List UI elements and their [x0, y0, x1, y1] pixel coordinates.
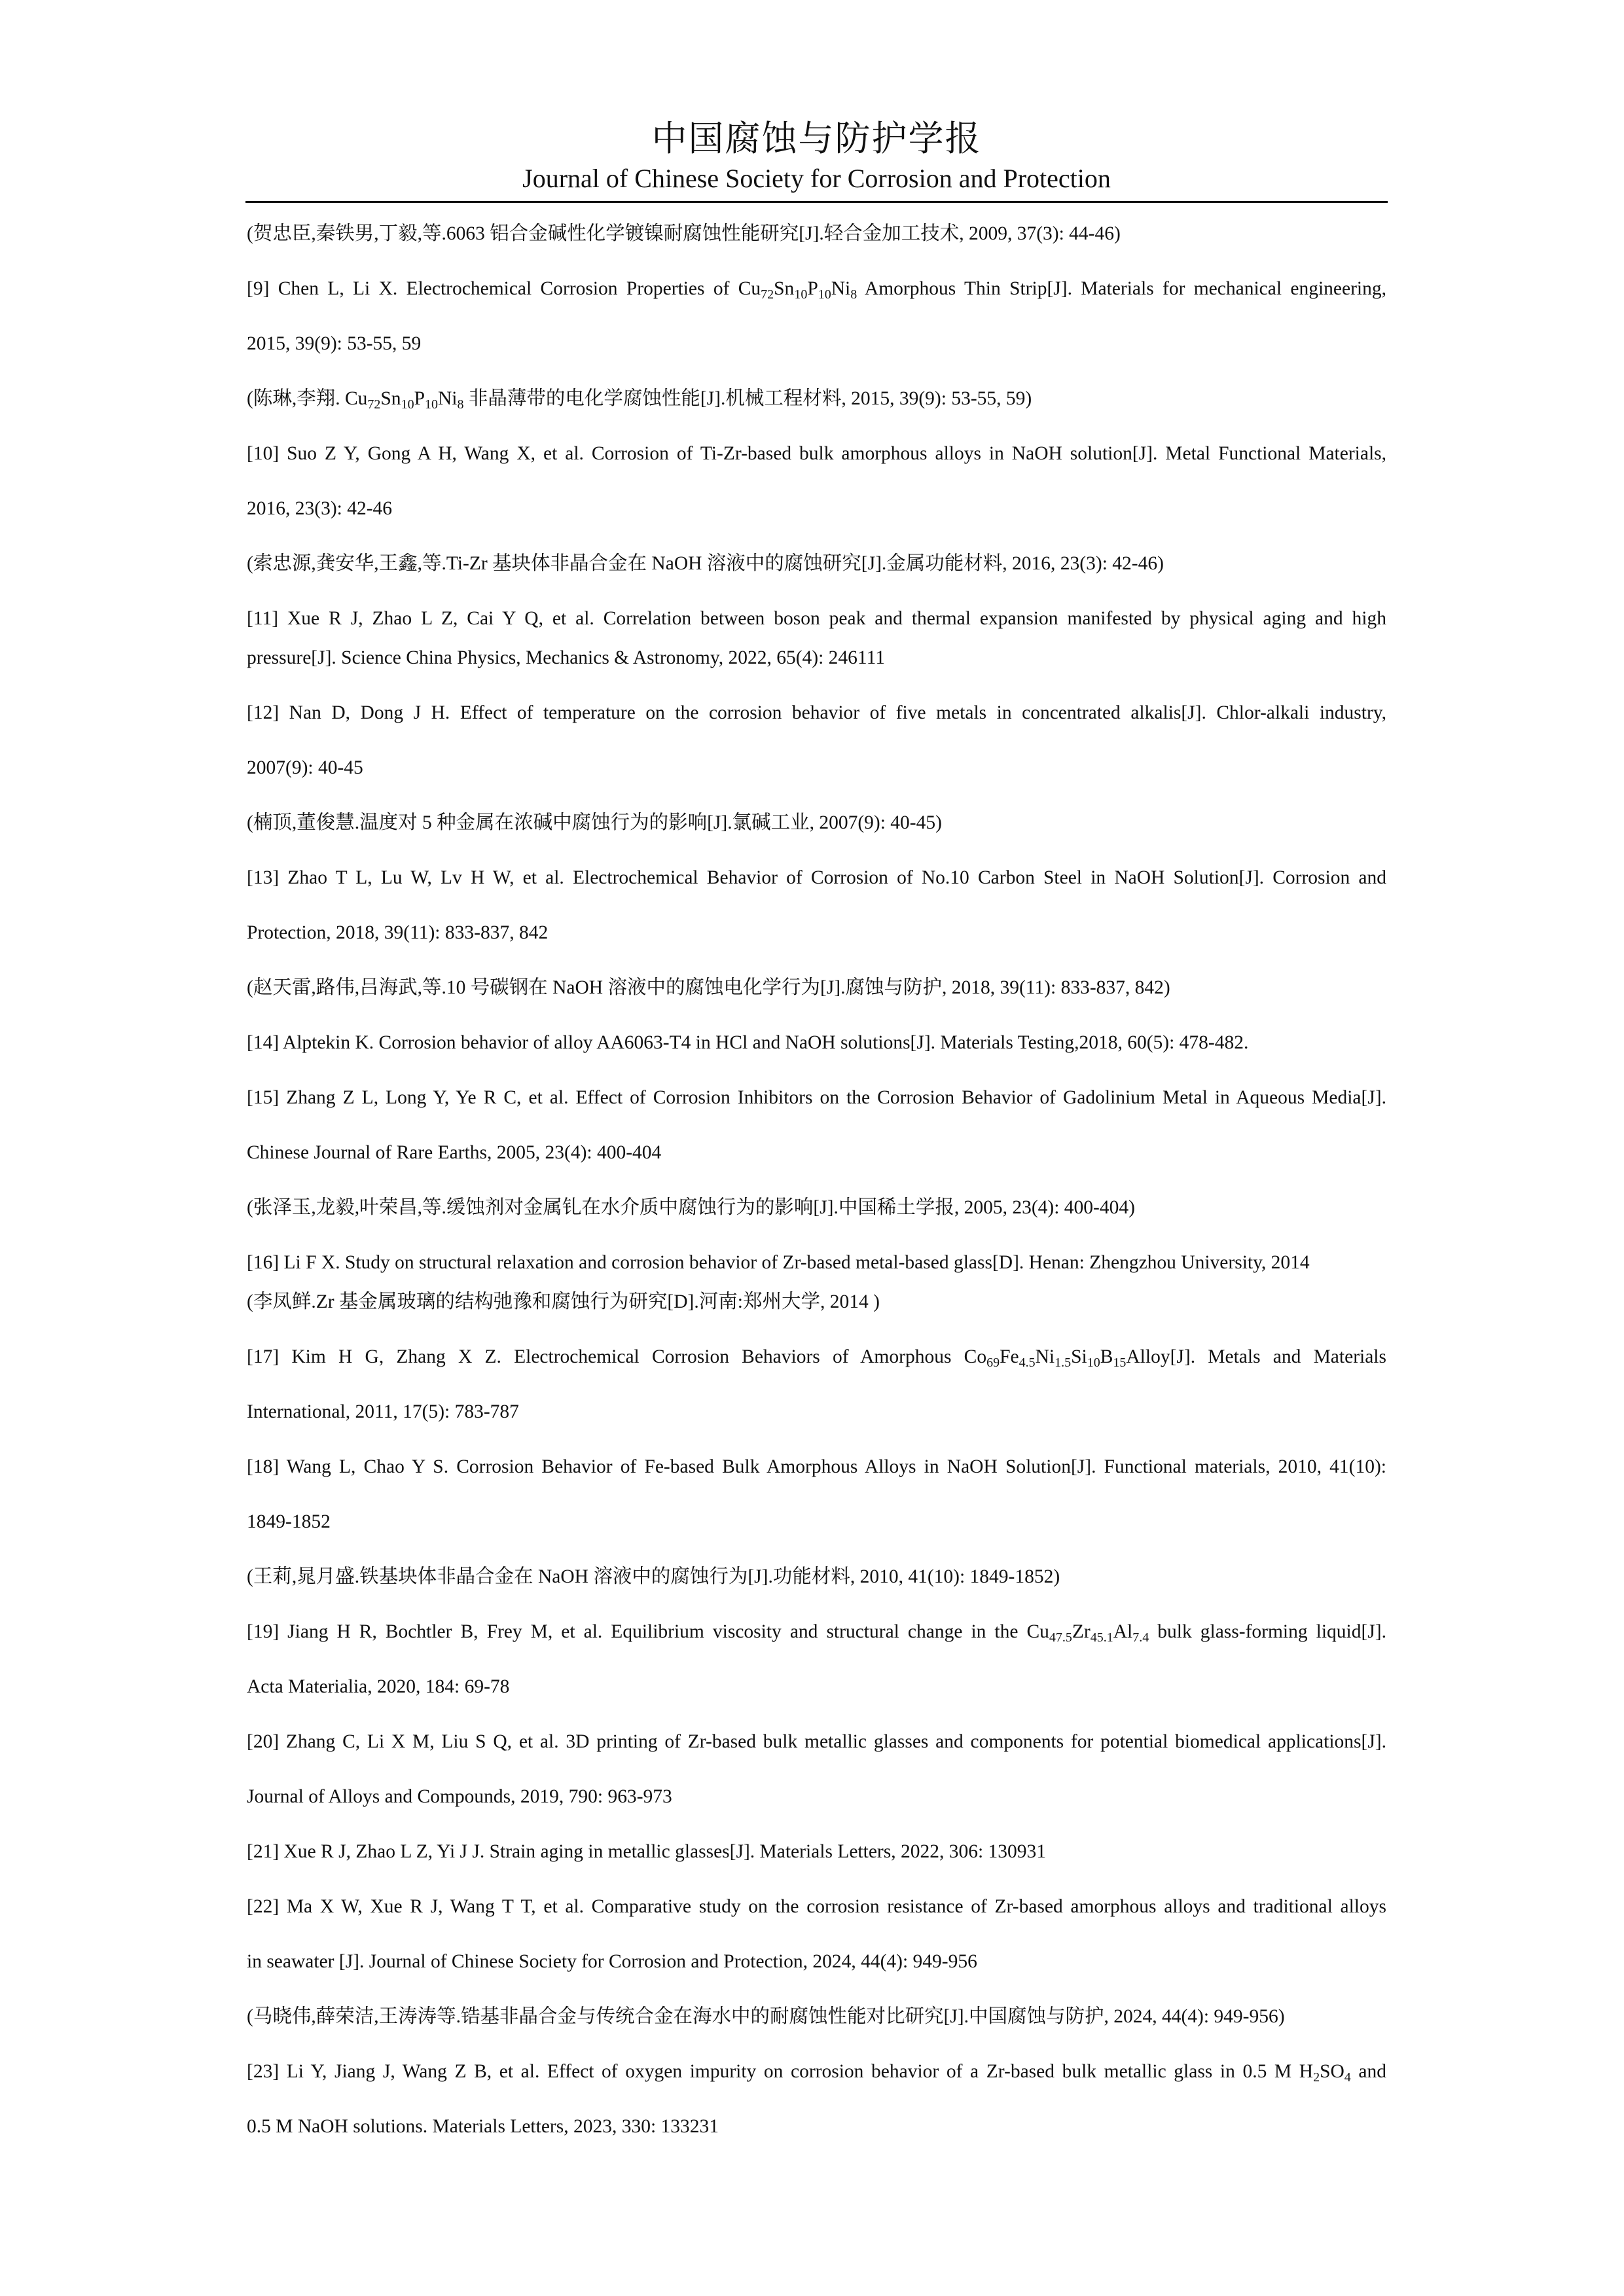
- reference-text: P: [807, 278, 818, 299]
- reference-text: Zr: [1072, 1621, 1091, 1642]
- reference-text: (张泽玉,龙毅,叶荣昌,等.缓蚀剂对金属钆在水介质中腐蚀行为的影响[J].中国稀土学报, 2005, 23(4): 400-404): [247, 1197, 1135, 1218]
- reference-line: [247, 550, 1386, 577]
- subscript: 1.5: [1055, 1355, 1072, 1370]
- reference-text: [19] Jiang H R, Bochtler B, Frey M, et al. Equilibrium viscosity and structural change in the Cu: [247, 1621, 1049, 1642]
- reference-list: [247, 220, 1386, 2168]
- reference-text: and: [1350, 2061, 1386, 2082]
- reference-text: [16] Li F X. Study on structural relaxation and corrosion behavior of Zr-based metal-based glass[D]. Henan: Zhengzhou University, 2014: [247, 1252, 1310, 1273]
- reference-text: 1849-1852: [247, 1511, 331, 1532]
- reference-text: bulk glass-forming liquid[J].: [1149, 1621, 1386, 1642]
- reference-line: [247, 1728, 1386, 1755]
- subscript: 8: [850, 287, 857, 302]
- reference-text: 0.5 M NaOH solutions. Materials Letters, 2023, 330: 133231: [247, 2116, 719, 2137]
- reference-text: Acta Materialia, 2020, 184: 69-78: [247, 1676, 510, 1697]
- reference-text: [20] Zhang C, Li X M, Liu S Q, et al. 3D printing of Zr-based bulk metallic glasses and components for potential biomedical applications[J].: [247, 1731, 1386, 1752]
- reference-text: (王莉,晁月盛.铁基块体非晶合金在 NaOH 溶液中的腐蚀行为[J].功能材料, 2010, 41(10): 1849-1852): [247, 1566, 1060, 1587]
- reference-text: [22] Ma X W, Xue R J, Wang T T, et al. Comparative study on the corrosion resistance of Zr-based amorphous alloys and traditional alloys: [247, 1896, 1386, 1917]
- reference-text: [18] Wang L, Chao Y S. Corrosion Behavior of Fe-based Bulk Amorphous Alloys in NaOH Solution[J]. Functional materials, 2010, 41(10):: [247, 1456, 1386, 1477]
- reference-line: [247, 495, 1386, 522]
- reference-text: [9] Chen L, Li X. Electrochemical Corrosion Properties of Cu: [247, 278, 761, 299]
- reference-line: [247, 275, 1386, 302]
- subscript: 2: [1313, 2070, 1320, 2085]
- reference-text: Chinese Journal of Rare Earths, 2005, 23(4): 400-404: [247, 1142, 662, 1163]
- header-rule: [245, 201, 1388, 203]
- reference-text: 2007(9): 40-45: [247, 757, 363, 778]
- reference-text: [17] Kim H G, Zhang X Z. Electrochemical Corrosion Behaviors of Amorphous Co: [247, 1346, 987, 1367]
- subscript: 10: [794, 287, 808, 302]
- reference-line: [247, 2003, 1386, 2030]
- reference-text: B: [1100, 1346, 1113, 1367]
- reference-text: Al: [1113, 1621, 1133, 1642]
- subscript: 7.4: [1132, 1630, 1149, 1645]
- reference-text: (索忠源,龚安华,王鑫,等.Ti-Zr 基块体非晶合金在 NaOH 溶液中的腐蚀研究[J].金属功能材料, 2016, 23(3): 42-46): [247, 553, 1164, 574]
- page-header: [245, 115, 1388, 195]
- reference-line: [247, 1453, 1386, 1480]
- reference-line: [247, 699, 1386, 726]
- reference-line: [247, 1838, 1386, 1865]
- reference-line: [247, 1084, 1386, 1111]
- reference-text: Fe: [1000, 1346, 1019, 1367]
- reference-line: [247, 1194, 1386, 1221]
- reference-text: Alloy[J]. Metals and Materials: [1126, 1346, 1386, 1367]
- reference-text: P: [414, 388, 425, 409]
- reference-line: [247, 1508, 1386, 1535]
- reference-text: Amorphous Thin Strip[J]. Materials for mechanical engineering,: [857, 278, 1386, 299]
- journal-title-chinese: 中国腐蚀与防护学报: [651, 118, 982, 159]
- reference-line: [247, 1618, 1386, 1645]
- reference-text: (赵天雷,路伟,吕海武,等.10 号碳钢在 NaOH 溶液中的腐蚀电化学行为[J].腐蚀与防护, 2018, 39(11): 833-837, 842): [247, 977, 1170, 998]
- reference-text: Journal of Alloys and Compounds, 2019, 790: 963-973: [247, 1786, 672, 1807]
- reference-line: [247, 1948, 1386, 1975]
- reference-text: (陈琳,李翔. Cu: [247, 388, 368, 409]
- reference-line: [247, 2113, 1386, 2140]
- subscript: 72: [367, 397, 381, 412]
- reference-line: [247, 605, 1386, 632]
- reference-text: Sn: [774, 278, 795, 299]
- reference-line: [247, 919, 1386, 946]
- reference-line: [247, 1343, 1386, 1371]
- reference-line: [247, 1139, 1386, 1166]
- reference-text: [10] Suo Z Y, Gong A H, Wang X, et al. Corrosion of Ti-Zr-based bulk amorphous alloys in NaOH solution[J]. Metal Functional Materials,: [247, 443, 1386, 464]
- reference-text: (贺忠臣,秦铁男,丁毅,等.6063 铝合金碱性化学镀镍耐腐蚀性能研究[J].轻合金加工技术, 2009, 37(3): 44-46): [247, 223, 1121, 244]
- reference-line: [247, 2058, 1386, 2085]
- reference-line: [247, 809, 1386, 836]
- reference-text: Protection, 2018, 39(11): 833-837, 842: [247, 922, 549, 943]
- subscript: 4.5: [1019, 1355, 1036, 1370]
- reference-text: Sn: [380, 388, 401, 409]
- reference-text: pressure[J]. Science China Physics, Mechanics & Astronomy, 2022, 65(4): 246111: [247, 647, 885, 668]
- subscript: 47.5: [1049, 1630, 1072, 1645]
- subscript: 10: [401, 397, 414, 412]
- reference-line: [247, 1029, 1386, 1056]
- journal-title-english: Journal of Chinese Society for Corrosion and Protection: [522, 164, 1111, 193]
- reference-line: [247, 1249, 1386, 1276]
- reference-text: [14] Alptekin K. Corrosion behavior of alloy AA6063-T4 in HCl and NaOH solutions[J]. Materials Testing,2018, 60(5): 478-482.: [247, 1032, 1249, 1053]
- subscript: 10: [424, 397, 438, 412]
- reference-text: [11] Xue R J, Zhao L Z, Cai Y Q, et al. Correlation between boson peak and thermal expansion manifested by physical aging and high: [247, 608, 1386, 629]
- reference-text: [12] Nan D, Dong J H. Effect of temperature on the corrosion behavior of five metals in concentrated alkalis[J]. Chlor-alkali industry,: [247, 702, 1386, 723]
- reference-text: [15] Zhang Z L, Long Y, Ye R C, et al. Effect of Corrosion Inhibitors on the Corrosion Behavior of Gadolinium Metal in Aqueous Media[J].: [247, 1087, 1386, 1108]
- reference-text: (马晓伟,薛荣洁,王涛涛等.锆基非晶合金与传统合金在海水中的耐腐蚀性能对比研究[J].中国腐蚀与防护, 2024, 44(4): 949-956): [247, 2006, 1285, 2027]
- reference-line: [247, 330, 1386, 357]
- reference-text: Ni: [1035, 1346, 1055, 1367]
- reference-text: Ni: [831, 278, 851, 299]
- reference-line: [247, 440, 1386, 467]
- reference-line: [247, 1673, 1386, 1700]
- reference-text: 2015, 39(9): 53-55, 59: [247, 333, 422, 354]
- subscript: 8: [457, 397, 464, 412]
- reference-line: [247, 974, 1386, 1001]
- reference-line: [247, 1893, 1386, 1920]
- reference-line: [247, 220, 1386, 247]
- reference-text: SO: [1320, 2061, 1344, 2082]
- reference-text: Si: [1071, 1346, 1087, 1367]
- reference-text: 非晶薄带的电化学腐蚀性能[J].机械工程材料, 2015, 39(9): 53-55, 59): [463, 388, 1032, 409]
- reference-text: in seawater [J]. Journal of Chinese Society for Corrosion and Protection, 2024, 44(4): 949-956: [247, 1951, 977, 1972]
- reference-text: 2016, 23(3): 42-46: [247, 498, 393, 519]
- subscript: 45.1: [1090, 1630, 1113, 1645]
- reference-line: [247, 385, 1386, 412]
- reference-line: [247, 1398, 1386, 1426]
- reference-line: [247, 1563, 1386, 1590]
- subscript: 4: [1344, 2070, 1351, 2085]
- reference-text: (楠顶,董俊慧.温度对 5 种金属在浓碱中腐蚀行为的影响[J].氯碱工业, 2007(9): 40-45): [247, 812, 942, 833]
- reference-text: [13] Zhao T L, Lu W, Lv H W, et al. Electrochemical Behavior of Corrosion of No.10 Carbon Steel in NaOH Solution[J]. Corrosion and: [247, 867, 1386, 888]
- reference-line: [247, 644, 1386, 672]
- reference-line: [247, 1783, 1386, 1810]
- subscript: 15: [1113, 1355, 1127, 1370]
- reference-line: [247, 754, 1386, 781]
- reference-text: (李凤鲜.Zr 基金属玻璃的结构弛豫和腐蚀行为研究[D].河南:郑州大学, 2014 ): [247, 1291, 880, 1312]
- reference-text: [23] Li Y, Jiang J, Wang Z B, et al. Effect of oxygen impurity on corrosion behavior of a Zr-based bulk metallic glass in 0.5 M H: [247, 2061, 1314, 2082]
- reference-line: [247, 864, 1386, 891]
- reference-text: International, 2011, 17(5): 783-787: [247, 1401, 519, 1422]
- subscript: 69: [986, 1355, 1000, 1370]
- reference-line: [247, 1288, 1386, 1316]
- subscript: 72: [761, 287, 774, 302]
- subscript: 10: [1087, 1355, 1100, 1370]
- subscript: 10: [818, 287, 831, 302]
- reference-text: Ni: [437, 388, 458, 409]
- reference-text: [21] Xue R J, Zhao L Z, Yi J J. Strain aging in metallic glasses[J]. Materials Letters, 2022, 306: 130931: [247, 1841, 1047, 1862]
